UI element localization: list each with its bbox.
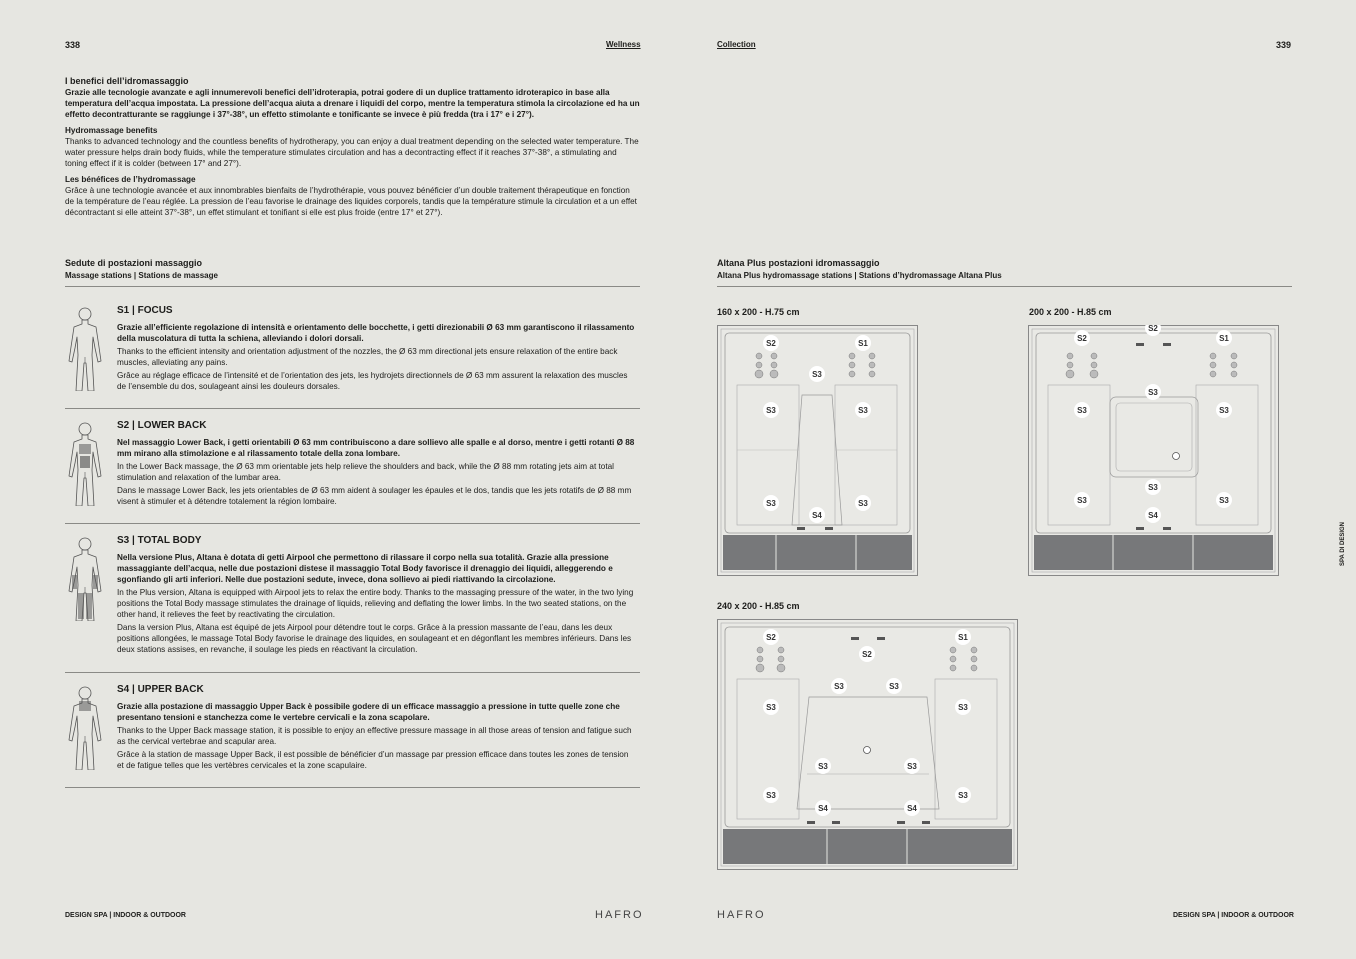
body-lower-back-icon (65, 420, 105, 506)
left-hafro-logo: HAFRO (595, 909, 644, 921)
stations-section-subtitle: Massage stations | Stations de massage (65, 271, 218, 280)
body-upper-back-icon (65, 684, 105, 770)
svg-text:S4: S4 (1148, 511, 1158, 520)
right-hafro-logo: HAFRO (717, 909, 766, 921)
svg-text:S3: S3 (1219, 406, 1229, 415)
svg-text:S2: S2 (862, 650, 872, 659)
svg-text:S4: S4 (818, 804, 828, 813)
svg-text:S3: S3 (1077, 406, 1087, 415)
tub-small-plan (717, 325, 918, 576)
station-title: S2 | LOWER BACK (117, 420, 207, 431)
tub-medium-plan (1028, 325, 1279, 576)
benefits-block (65, 76, 640, 218)
divider (65, 408, 640, 409)
svg-text:S3: S3 (858, 406, 868, 415)
svg-text:S3: S3 (958, 703, 968, 712)
benefits-it-title: I benefici dell’idromassaggio (65, 76, 189, 86)
station-fr-text: Grâce au réglage efficace de l’intensité et de l’orientation des jets, les hydrojets directionnels de Ø 63 mm assurent la relaxation des muscles de l’ensemble du dos, soulageant ainsi les douleurs dorsales. (117, 371, 628, 391)
station-it-text: Grazie all’efficiente regolazione di intensità e orientamento delle bocchette, i getti direzionabili Ø 63 mm garantiscono il rilassamento della muscolatura di tutta la schiena, alleviando i dolori dorsali. (117, 323, 635, 343)
right-footer-text: DESIGN SPA | INDOOR & OUTDOOR (1173, 912, 1294, 919)
divider (65, 286, 640, 287)
svg-text:S1: S1 (958, 633, 968, 642)
divider (65, 523, 640, 524)
svg-text:S3: S3 (766, 406, 776, 415)
svg-text:S3: S3 (766, 499, 776, 508)
station-fr-text: Grâce à la station de massage Upper Back, il est possible de bénéficier d’un massage par pression efficace dans toutes les zones de tension et de fatigue telles que les vertèbres cervicales et la zone scapulaire. (117, 750, 629, 770)
side-label: SPA DI DESIGN (1340, 521, 1346, 566)
station-en-text: In the Lower Back massage, the Ø 63 mm orientable jets help relieve the shoulders and back, while the Ø 88 mm rotating jets aim at total stimulation and relaxation of the lumbar area. (117, 462, 614, 482)
svg-text:S3: S3 (818, 762, 828, 771)
left-page-number: 338 (65, 40, 81, 50)
body-total-body-icon (65, 535, 105, 621)
benefits-it-body: Grazie alle tecnologie avanzate e agli innumerevoli benefici dell’idroterapia, potrai godere di un duplice trattamento idroterapico in base alla temperatura dell’acqua impostata. La pressione dell’acqua aiuta a drenare i liquidi del corpo, mentre la temperatura stimola la circolazione ed ha un effetto decontratturante se raggiunge i 37°-38°, un effetto stimolante e tonificante se invece è più fredda (tra i 17° e i 27°). (65, 88, 640, 119)
station-title: S1 | FOCUS (117, 305, 173, 316)
left-footer-text: DESIGN SPA | INDOOR & OUTDOOR (65, 912, 186, 919)
station-it-text: Nel massaggio Lower Back, i getti orientabili Ø 63 mm contribuiscono a dare sollievo alle spalle e al dorso, mentre i getti rotanti Ø 88 mm mirano alla stimolazione e al rilassamento totale della zona lombare. (117, 438, 635, 458)
svg-text:S3: S3 (1148, 388, 1158, 397)
tub-medium-label: 200 x 200 - H.85 cm (1029, 307, 1112, 317)
svg-text:S3: S3 (834, 682, 844, 691)
svg-text:S1: S1 (1219, 334, 1229, 343)
benefits-fr-title: Les bénéfices de l’hydromassage (65, 175, 196, 184)
tub-large-plan (717, 619, 1018, 870)
divider (65, 787, 640, 788)
station-fr-text: Dans le massage Lower Back, les jets orientables de Ø 63 mm aident à soulager les épaules et le dos, tandis que les jets rotatifs de Ø 88 mm visent à stimuler et à détendre totalement la région lombaire. (117, 486, 632, 506)
svg-text:S2: S2 (1077, 334, 1087, 343)
altana-section-title: Altana Plus postazioni idromassaggio (717, 258, 880, 268)
station-title: S4 | UPPER BACK (117, 684, 204, 695)
svg-text:S2: S2 (766, 339, 776, 348)
station-it-text: Nella versione Plus, Altana è dotata di getti Airpool che permettono di rilassare il corpo nella sua totalità. Grazie alla pressione massaggiante dell’acqua, nelle due postazioni distese il massaggio Total Body favorisce il drenaggio dei liquidi, alleggerendo e sgonfiando gli arti inferiori. Nelle due postazioni sedute, invece, dona sollievo ai piedi riattivando la circolazione. (117, 553, 613, 584)
svg-text:S3: S3 (812, 370, 822, 379)
body-focus-icon (65, 305, 105, 391)
svg-text:S2: S2 (1148, 325, 1158, 333)
benefits-en-body: Thanks to advanced technology and the countless benefits of hydrotherapy, you can enjoy a dual treatment depending on the selected water temperature. The water pressure helps drain body fluids, while the temperature stimulates circulation and has a decontracting effect if it reaches 37°-38°, a stimulating and toning effect if it is colder (between 17° and 27°). (65, 137, 639, 168)
svg-text:S4: S4 (812, 511, 822, 520)
tub-large-label: 240 x 200 - H.85 cm (717, 601, 800, 611)
divider (717, 286, 1292, 287)
station-title: S3 | TOTAL BODY (117, 535, 202, 546)
svg-text:S3: S3 (1148, 483, 1158, 492)
svg-text:S3: S3 (1077, 496, 1087, 505)
right-running-head: Collection (717, 40, 756, 49)
benefits-fr-body: Grâce à une technologie avancée et aux innombrables bienfaits de l’hydrothérapie, vous pouvez bénéficier d’un double traitement thérapeutique en fonction de la température de l’eau réglée. La pression de l’eau favorise le drainage des liquides corporels, tandis que la température stimule la circulation et a un effet décontractant si elle atteint 37°-38°, un effet stimulant et tonifiant si elle est plus froide (entre 17° et 27°). (65, 186, 637, 217)
station-en-text: In the Plus version, Altana is equipped with Airpool jets to relax the entire body. Thanks to the massaging pressure of the water, in the two lying positions the Total Body massage stimulates the drainage of liquids, relieving and deflating the lower limbs. In the two seated stations, on the other hand, it relieves the feet by reactivating the circulation. (117, 588, 634, 619)
svg-text:S3: S3 (958, 791, 968, 800)
station-it-text: Grazie alla postazione di massaggio Upper Back è possibile godere di un efficace massaggio a pressione in tutte quelle zone che presentano tensioni e stanchezza come le vertebre cervicali e la zona scapolare. (117, 702, 620, 722)
svg-text:S3: S3 (1219, 496, 1229, 505)
svg-text:S3: S3 (766, 791, 776, 800)
right-page-number: 339 (1276, 40, 1292, 50)
svg-text:S3: S3 (858, 499, 868, 508)
altana-section-subtitle: Altana Plus hydromassage stations | Stations d’hydromassage Altana Plus (717, 271, 1002, 280)
svg-text:S3: S3 (766, 703, 776, 712)
station-en-text: Thanks to the efficient intensity and orientation adjustment of the nozzles, the Ø 63 mm directional jets ensure relaxation of the entire back muscles, alleviating any pains. (117, 347, 618, 367)
divider (65, 672, 640, 673)
stations-section-title: Sedute di postazioni massaggio (65, 258, 203, 268)
svg-text:S3: S3 (907, 762, 917, 771)
svg-text:S4: S4 (907, 804, 917, 813)
svg-text:S2: S2 (766, 633, 776, 642)
station-fr-text: Dans la version Plus, Altana est équipé de jets Airpool pour détendre tout le corps. Grâce à la pression massante de l’eau, dans les deux positions allongées, le massage Total Body favorise le drainage des liquides, en soulageant et en dégonflant les membres inférieurs. Dans les deux stations assises, en revanche, il soulage les pieds en réactivant la circulation. (117, 623, 632, 654)
station-en-text: Thanks to the Upper Back massage station, it is possible to enjoy an effective pressure massage in all those areas of tension and fatigue such as the cervical vertebrae and scapular area. (117, 726, 632, 746)
svg-text:S1: S1 (858, 339, 868, 348)
tub-small-label: 160 x 200 - H.75 cm (717, 307, 800, 317)
benefits-en-title: Hydromassage benefits (65, 126, 158, 135)
svg-text:S3: S3 (889, 682, 899, 691)
left-running-head: Wellness (606, 40, 641, 49)
